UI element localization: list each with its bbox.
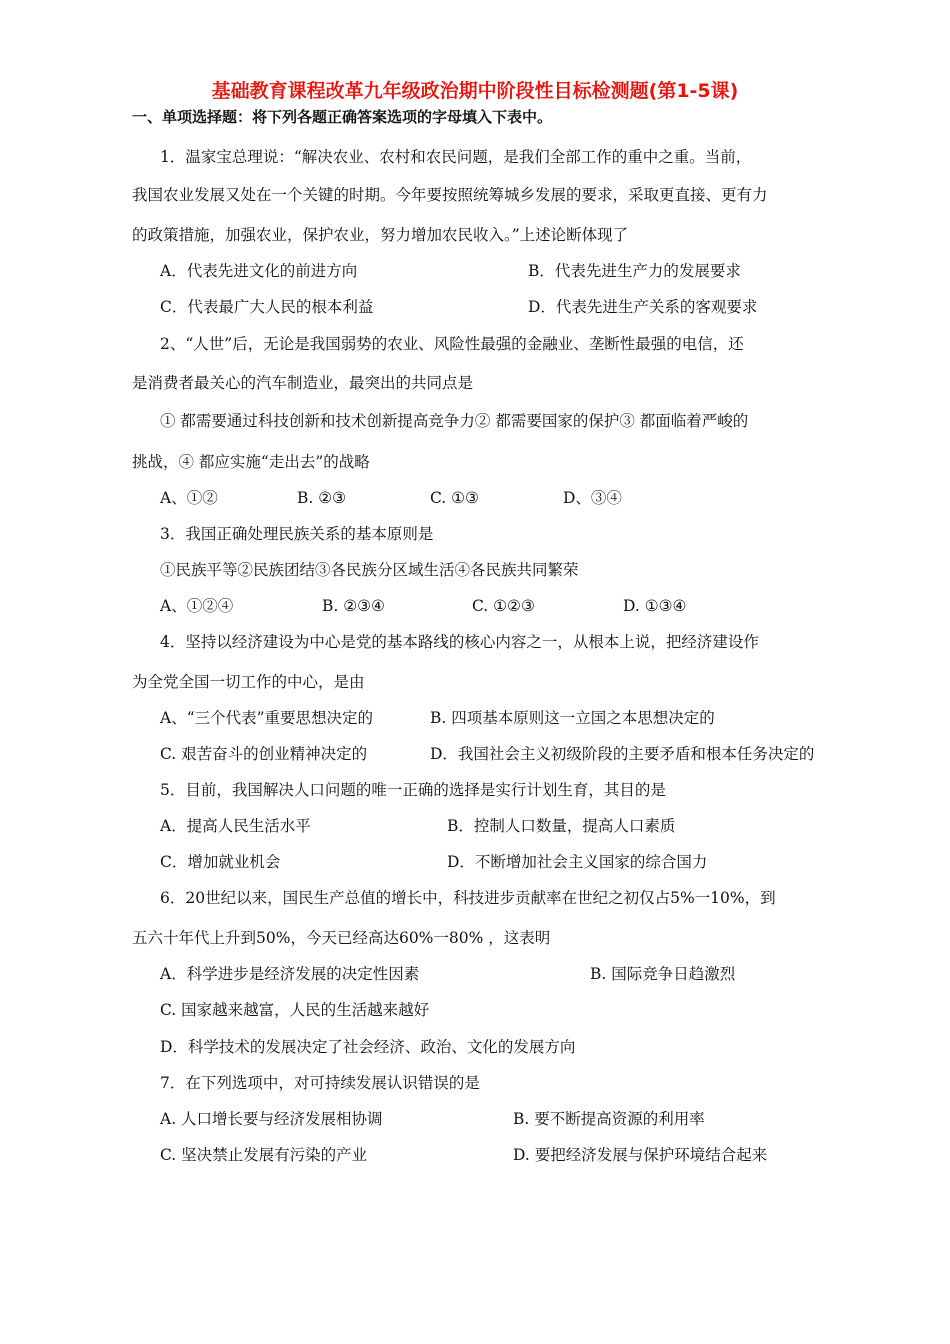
q6-option-a: A．科学进步是经济发展的决定性因素 bbox=[160, 965, 420, 983]
q7-line-1: 7．在下列选项中，对可持续发展认识错误的是 bbox=[160, 1074, 480, 1092]
q4-option-d: D．我国社会主义初级阶段的主要矛盾和根本任务决定的 bbox=[430, 745, 815, 763]
q6-line-1: 6．20世纪以来，国民生产总值的增长中，科技进步贡献率在世纪之初仅占5%一10%，到 bbox=[160, 889, 776, 907]
q2-option-c: C. ①③ bbox=[430, 489, 479, 507]
q5-option-c: C．增加就业机会 bbox=[160, 853, 281, 871]
q2-line-3: ① 都需要通过科技创新和技术创新提高竞争力② 都需要国家的保护③ 都面临着严峻的 bbox=[160, 412, 749, 430]
q6-option-d: D．科学技术的发展决定了社会经济、政治、文化的发展方向 bbox=[160, 1038, 576, 1056]
q4-option-c: C. 艰苦奋斗的创业精神决定的 bbox=[160, 745, 368, 763]
q1-option-c: C．代表最广大人民的根本利益 bbox=[160, 298, 374, 316]
section-heading: 一、单项选择题：将下列各题正确答案选项的字母填入下表中。 bbox=[132, 108, 553, 126]
q1-line-1: 1．温家宝总理说：“解决农业、农村和农民问题，是我们全部工作的重中之重。当前， bbox=[160, 148, 752, 166]
q5-line-1: 5．目前，我国解决人口问题的唯一正确的选择是实行计划生育，其目的是 bbox=[160, 781, 666, 799]
q5-option-a: A．提高人民生活水平 bbox=[160, 817, 311, 835]
q3-option-c: C. ①②③ bbox=[472, 597, 535, 615]
q1-option-a: A．代表先进文化的前进方向 bbox=[160, 262, 358, 280]
q2-line-4: 挑战，④ 都应实施“走出去”的战略 bbox=[132, 453, 370, 471]
q3-option-b: B. ②③④ bbox=[322, 597, 385, 615]
q5-option-d: D．不断增加社会主义国家的综合国力 bbox=[447, 853, 708, 871]
q3-line-1: 3．我国正确处理民族关系的基本原则是 bbox=[160, 525, 434, 543]
q5-option-b: B．控制人口数量，提高人口素质 bbox=[447, 817, 676, 835]
q7-option-a: A. 人口增长要与经济发展相协调 bbox=[160, 1110, 383, 1128]
q2-option-a: A、①② bbox=[160, 489, 218, 507]
page-title: 基础教育课程改革九年级政治期中阶段性目标检测题(第1-5课) bbox=[211, 80, 739, 102]
q4-line-1: 4．坚持以经济建设为中心是党的基本路线的核心内容之一，从根本上说，把经济建设作 bbox=[160, 633, 759, 651]
q4-option-b: B. 四项基本原则这一立国之本思想决定的 bbox=[430, 709, 715, 727]
q1-line-2: 我国农业发展又处在一个关键的时期。今年要按照统筹城乡发展的要求，采取更直接、更有力 bbox=[132, 186, 768, 204]
q4-option-a: A、“三个代表”重要思想决定的 bbox=[160, 709, 374, 727]
q3-option-a: A、①②④ bbox=[160, 597, 234, 615]
q6-option-c: C. 国家越来越富，人民的生活越来越好 bbox=[160, 1001, 430, 1019]
q1-line-3: 的政策措施，加强农业，保护农业，努力增加农民收入。”上述论断体现了 bbox=[132, 226, 629, 244]
q2-line-2: 是消费者最关心的汽车制造业，最突出的共同点是 bbox=[132, 374, 474, 392]
q6-line-2: 五六十年代上升到50%，今天已经高达60%一80% ，这表明 bbox=[132, 929, 551, 947]
q7-option-c: C. 坚决禁止发展有污染的产业 bbox=[160, 1146, 368, 1164]
q7-option-b: B. 要不断提高资源的利用率 bbox=[513, 1110, 705, 1128]
q2-option-b: B. ②③ bbox=[297, 489, 347, 507]
q4-line-2: 为全党全国一切工作的中心，是由 bbox=[132, 673, 365, 691]
q7-option-d: D. 要把经济发展与保护环境结合起来 bbox=[513, 1146, 768, 1164]
q6-option-b: B. 国际竞争日趋激烈 bbox=[590, 965, 736, 983]
q3-option-d: D. ①③④ bbox=[623, 597, 687, 615]
q1-option-d: D．代表先进生产关系的客观要求 bbox=[528, 298, 758, 316]
q2-line-1: 2、“人世”后，无论是我国弱势的农业、风险性最强的金融业、垄断性最强的电信，还 bbox=[160, 335, 744, 353]
q3-line-2: ①民族平等②民族团结③各民族分区域生活④各民族共同繁荣 bbox=[160, 561, 579, 579]
q1-option-b: B．代表先进生产力的发展要求 bbox=[528, 262, 741, 280]
q2-option-d: D、③④ bbox=[563, 489, 622, 507]
